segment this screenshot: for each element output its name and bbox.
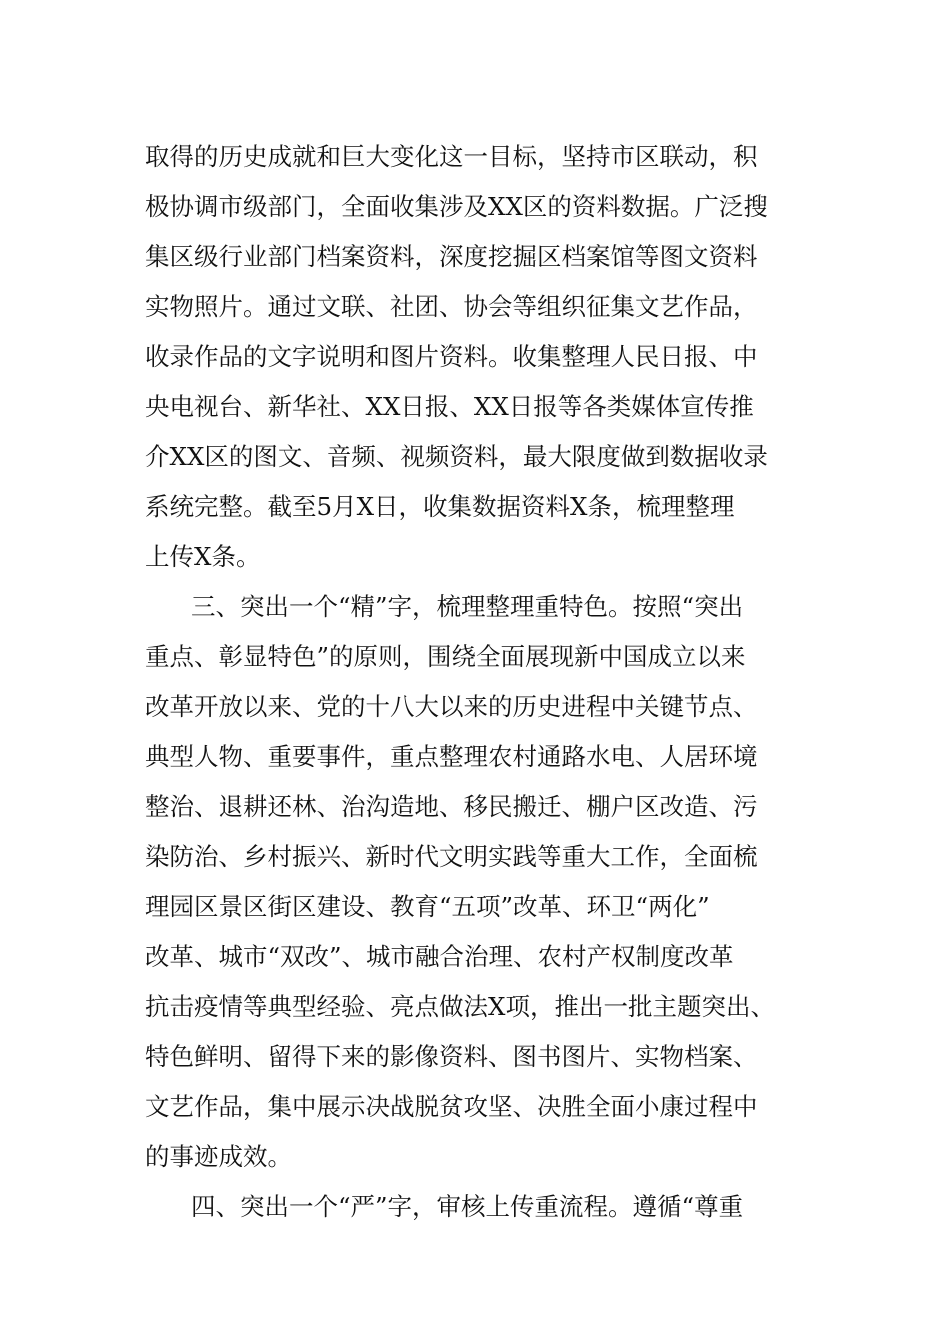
text-line: 改革开放以来、党的十八大以来的历史进程中关键节点、 (145, 692, 758, 721)
text-line: 极协调市级部门，全面收集涉及XX区的资料数据。广泛搜 (145, 192, 768, 221)
text-line: 收录作品的文字说明和图片资料。收集整理人民日报、中 (145, 342, 758, 371)
paragraph-continuation (145, 132, 845, 582)
text-line: 系统完整。截至5月X日，收集数据资料X条，梳理整理 (145, 492, 735, 521)
text-line: 央电视台、新华社、XX日报、XX日报等各类媒体宣传推 (145, 392, 754, 421)
text-line: 整治、退耕还林、治沟造地、移民搬迁、棚户区改造、污 (145, 792, 758, 821)
paragraph-three (145, 582, 845, 1182)
text-line: 取得的历史成就和巨大变化这一目标，坚持市区联动，积 (145, 142, 758, 171)
text-line: 特色鲜明、留得下来的影像资料、图书图片、实物档案、 (145, 1042, 758, 1071)
text-line: 改革、城市“双改”、城市融合治理、农村产权制度改革 (145, 942, 734, 971)
text-line: 抗击疫情等典型经验、亮点做法X项，推出一批主题突出、 (145, 992, 775, 1021)
text-line: 理园区景区街区建设、教育“五项”改革、环卫“两化” (145, 892, 710, 921)
text-line: 文艺作品，集中展示决战脱贫攻坚、决胜全面小康过程中 (145, 1092, 758, 1121)
text-line: 重点、彰显特色”的原则，围绕全面展现新中国成立以来 (145, 642, 746, 671)
document-body (145, 132, 845, 1232)
text-line: 上传X条。 (145, 542, 261, 571)
text-line: 集区级行业部门档案资料，深度挖掘区档案馆等图文资料 (145, 242, 758, 271)
text-line: 介XX区的图文、音频、视频资料，最大限度做到数据收录 (145, 442, 768, 471)
paragraph-four (145, 1182, 845, 1232)
text-line: 染防治、乡村振兴、新时代文明实践等重大工作，全面梳 (145, 842, 758, 871)
paragraph-first-line: 三、突出一个“精”字，梳理整理重特色。按照“突出 (191, 592, 744, 621)
text-line: 的事迹成效。 (145, 1142, 292, 1171)
text-line: 典型人物、重要事件，重点整理农村通路水电、人居环境 (145, 742, 758, 771)
paragraph-first-line: 四、突出一个“严”字，审核上传重流程。遵循“尊重 (191, 1192, 744, 1221)
text-line: 实物照片。通过文联、社团、协会等组织征集文艺作品， (145, 292, 758, 321)
